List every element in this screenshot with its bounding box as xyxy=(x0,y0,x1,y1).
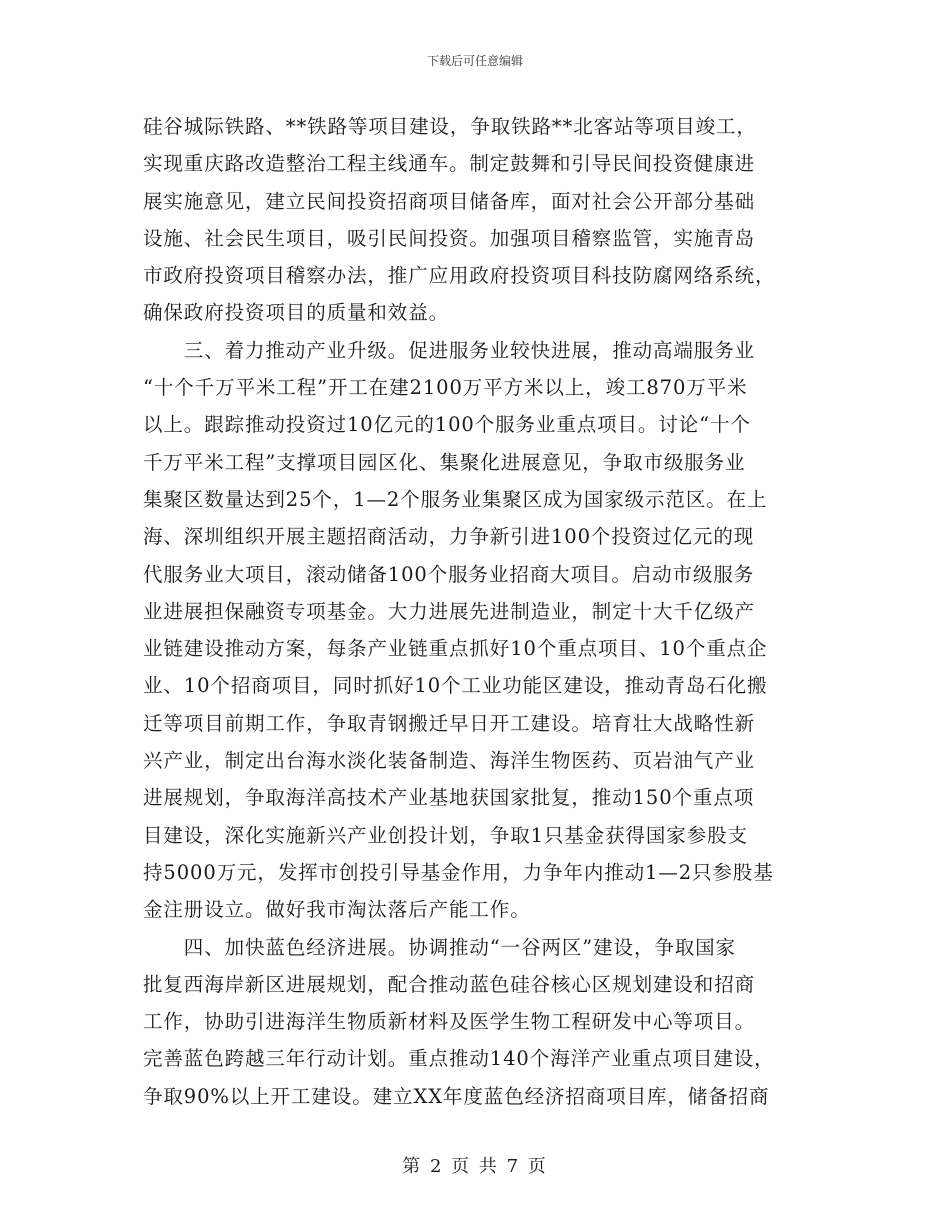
text-line: 业进展担保融资专项基金。大力进展先进制造业，制定十大千亿级产 xyxy=(143,599,756,623)
text-line: 业、10个招商项目，同时抓好10个工业功能区建设，推动青岛石化搬 xyxy=(143,674,768,698)
text-line: 兴产业，制定出台海水淡化装备制造、海洋生物医药、页岩油气产业 xyxy=(143,749,756,773)
text-line: 争取90%以上开工建设。建立XX年度蓝色经济招商项目库，储备招商 xyxy=(143,1084,770,1108)
text-line: 持5000万元，发挥市创投引导基金作用，力争年内推动1—2只参股基 xyxy=(143,860,774,884)
text-line: 集聚区数量达到25个，1—2个服务业集聚区成为国家级示范区。在上 xyxy=(143,487,768,511)
page-header: 下载后可任意编辑 xyxy=(426,54,523,68)
text-line: 批复西海岸新区进展规划，配合推动蓝色硅谷核心区规划建设和招商 xyxy=(143,972,756,996)
text-line: “十个千万平米工程”开工在建2100万平方米以上，竣工870万平米 xyxy=(143,376,748,400)
text-line: 迁等项目前期工作，争取青钢搬迁早日开工建设。培育壮大战略性新 xyxy=(143,711,756,735)
text-line: 确保政府投资项目的质量和效益。 xyxy=(143,301,450,325)
text-line: 设施、社会民生项目，吸引民间投资。加强项目稽察监管，实施青岛 xyxy=(143,226,756,250)
text-line: 金注册设立。做好我市淘汰落后产能工作。 xyxy=(143,898,531,922)
text-line: 完善蓝色跨越三年行动计划。重点推动140个海洋产业重点项目建设， xyxy=(143,1047,775,1071)
text-line: 三、着力推动产业升级。促进服务业较快进展，推动高端服务业 xyxy=(143,338,756,362)
text-line: 四、加快蓝色经济进展。协调推动“一谷两区”建设，争取国家 xyxy=(143,935,736,959)
text-line: 实现重庆路改造整治工程主线通车。制定鼓舞和引导民间投资健康进 xyxy=(143,152,756,176)
text-line: 代服务业大项目，滚动储备100个服务业招商大项目。启动市级服务 xyxy=(143,562,755,586)
text-line: 业链建设推动方案，每条产业链重点抓好10个重点项目、10个重点企 xyxy=(143,637,768,661)
text-line: 硅谷城际铁路、**铁路等项目建设，争取铁路**北客站等项目竣工， xyxy=(143,115,757,138)
text-line: 以上。跟踪推动投资过10亿元的100个服务业重点项目。讨论“十个 xyxy=(143,413,751,437)
text-line: 工作，协助引进海洋生物质新材料及医学生物工程研发中心等项目。 xyxy=(143,1010,756,1034)
text-line: 海、深圳组织开展主题招商活动，力争新引进100个投资过亿元的现 xyxy=(143,525,755,549)
text-line: 千万平米工程”支撑项目园区化、集聚化进展意见，争取市级服务业 xyxy=(143,450,746,474)
text-line: 进展规划，争取海洋高技术产业基地获国家批复，推动150个重点项 xyxy=(143,786,755,810)
text-line: 展实施意见，建立民间投资招商项目储备库，面对社会公开部分基础 xyxy=(143,189,756,213)
text-line: 目建设，深化实施新兴产业创投计划，争取1只基金获得国家参股支 xyxy=(143,823,748,847)
text-line: 市政府投资项目稽察办法，推广应用政府投资项目科技防腐网络系统， xyxy=(143,264,776,288)
page-number-footer: 第 2 页 共 7 页 xyxy=(402,1156,548,1177)
document-body xyxy=(143,108,815,1115)
